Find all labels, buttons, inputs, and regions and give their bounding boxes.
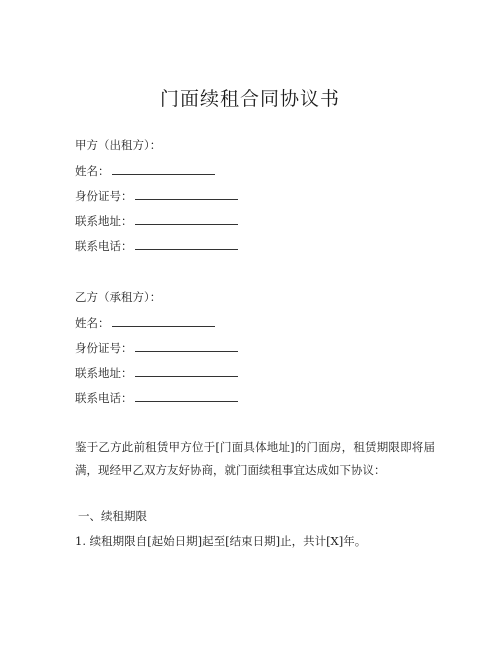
party-a-heading: 甲方（出租方）： [75,138,162,152]
clause-1: 1. 续租期限自[起始日期]起至[结束日期]止，共计[X]年。 [75,534,367,548]
party-b-address-row [75,364,238,381]
section-1-heading: 一、续租期限 [78,509,147,523]
party-a-phone-blank [135,237,238,250]
document-title: 门面续租合同协议书 [159,88,340,110]
party-a-name-label: 姓名： [75,164,110,178]
party-b-phone-label: 联系电话： [75,391,133,405]
party-b-address-blank [135,364,238,377]
party-a-address-row [75,212,238,229]
party-a-address-blank [135,212,238,225]
party-b-id-row [75,339,238,356]
preamble-paragraph: 鉴于乙方此前租赁甲方位于[门面具体地址]的门面房，租赁期限即将届满，现经甲乙双方友好协商，就门面续租事宜达成如下协议： [75,440,435,477]
party-b-name-blank [112,314,215,327]
party-a-name-row [75,162,215,179]
party-a-phone-label: 联系电话： [75,239,133,253]
party-a-id-label: 身份证号： [75,189,133,203]
party-a-address-label: 联系地址： [75,214,133,228]
party-b-name-row [75,314,215,331]
party-b-address-label: 联系地址： [75,366,133,380]
party-a-name-blank [112,162,215,175]
party-a-id-blank [135,187,238,200]
party-b-phone-row [75,389,238,406]
party-b-heading: 乙方（承租方）： [75,290,162,304]
party-b-phone-blank [135,389,238,402]
party-b-id-label: 身份证号： [75,341,133,355]
party-a-phone-row [75,237,238,254]
party-b-id-blank [135,339,238,352]
party-b-name-label: 姓名： [75,316,110,330]
party-a-id-row [75,187,238,204]
